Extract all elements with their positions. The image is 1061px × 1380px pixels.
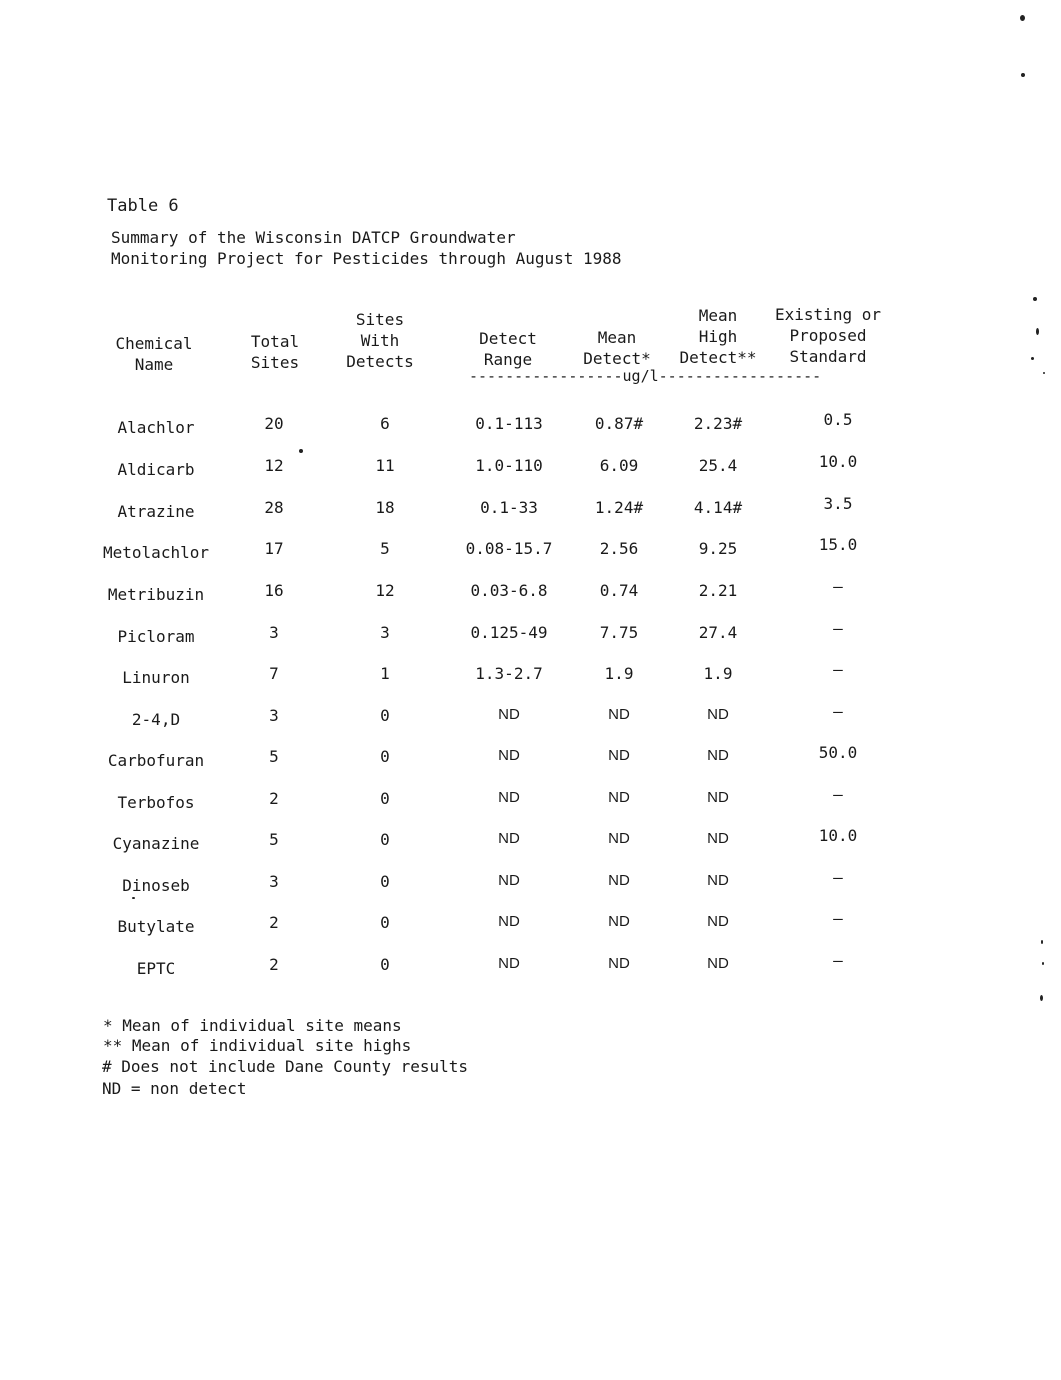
cell-mean-high-detect: 4.14# — [693, 498, 743, 517]
cell-total-sites: 3 — [269, 706, 279, 725]
header-total-line-2: Sites — [250, 353, 300, 372]
cell-standard: — — [833, 951, 843, 970]
cell-detect-range: 0.08-15.7 — [465, 539, 553, 558]
cell-standard: 3.5 — [823, 494, 853, 513]
cell-mean-detect: 2.56 — [599, 539, 639, 558]
cell-sites-with-detects: 3 — [380, 623, 390, 642]
cell-standard: 0.5 — [823, 410, 853, 429]
header-high-line-2: High — [698, 327, 738, 346]
table-label: Table 6 — [107, 196, 179, 216]
cell-standard: 10.0 — [818, 826, 858, 845]
cell-mean-high-detect: ND — [707, 789, 729, 806]
cell-detect-range: ND — [498, 913, 520, 930]
cell-mean-high-detect: ND — [707, 913, 729, 930]
cell-chemical-name: Terbofos — [117, 793, 195, 812]
header-high-line-3: Detect** — [679, 348, 757, 367]
cell-mean-high-detect: 9.25 — [698, 539, 738, 558]
scan-speck — [1041, 940, 1043, 944]
header-mean-line-1: Mean — [597, 328, 637, 347]
cell-standard: — — [833, 577, 843, 596]
cell-total-sites: 3 — [269, 623, 279, 642]
cell-mean-detect: ND — [608, 955, 630, 972]
header-range-line-2: Range — [483, 350, 533, 369]
footnote-mean: * Mean of individual site means — [103, 1016, 402, 1035]
cell-sites-with-detects: 5 — [380, 539, 390, 558]
cell-mean-detect: 0.87# — [594, 414, 644, 433]
cell-sites-with-detects: 0 — [380, 872, 390, 891]
cell-detect-range: ND — [498, 789, 520, 806]
header-standard-line-1: Existing or — [775, 305, 881, 324]
cell-chemical-name: Picloram — [117, 627, 195, 646]
cell-standard: 15.0 — [818, 535, 858, 554]
cell-mean-high-detect: 1.9 — [703, 664, 733, 683]
scan-speck — [1021, 73, 1025, 77]
cell-detect-range: ND — [498, 872, 520, 889]
header-chemical-name — [115, 333, 192, 375]
cell-sites-with-detects: 0 — [380, 747, 390, 766]
header-mean-line-2: Detect* — [583, 349, 651, 368]
cell-mean-detect: ND — [608, 706, 630, 723]
cell-mean-detect: 6.09 — [599, 456, 639, 475]
cell-mean-detect: 1.9 — [604, 664, 634, 683]
header-total-line-1: Total — [250, 332, 300, 351]
cell-detect-range: 1.0-110 — [475, 456, 543, 475]
cell-detect-range: ND — [498, 706, 520, 723]
header-detect-range — [479, 328, 537, 370]
cell-mean-high-detect: ND — [707, 830, 729, 847]
cell-chemical-name: Atrazine — [117, 502, 195, 521]
header-with-line-3: Detects — [346, 352, 414, 371]
cell-mean-detect: ND — [608, 830, 630, 847]
cell-standard: 10.0 — [818, 452, 858, 471]
header-range-line-1: Detect — [479, 329, 537, 348]
cell-detect-range: ND — [498, 830, 520, 847]
cell-detect-range: 0.1-113 — [475, 414, 543, 433]
cell-sites-with-detects: 0 — [380, 913, 390, 932]
scan-speck — [1020, 15, 1025, 21]
cell-chemical-name: Aldicarb — [117, 460, 195, 479]
cell-mean-detect: ND — [608, 872, 630, 889]
cell-sites-with-detects: 0 — [380, 830, 390, 849]
table-title-line-2: Monitoring Project for Pesticides through August 1988 — [111, 249, 622, 268]
cell-standard: — — [833, 702, 843, 721]
scan-speck — [1031, 357, 1034, 360]
cell-total-sites: 7 — [269, 664, 279, 683]
cell-detect-range: ND — [498, 955, 520, 972]
cell-mean-detect: ND — [608, 747, 630, 764]
cell-detect-range: 0.1-33 — [480, 498, 538, 517]
cell-standard: — — [833, 785, 843, 804]
cell-total-sites: 20 — [264, 414, 284, 433]
cell-detect-range: 0.03-6.8 — [470, 581, 548, 600]
cell-mean-high-detect: 2.21 — [698, 581, 738, 600]
footnote-nd: ND = non detect — [102, 1079, 247, 1098]
header-mean-high-detect — [679, 305, 756, 368]
cell-total-sites: 5 — [269, 747, 279, 766]
cell-mean-high-detect: ND — [707, 872, 729, 889]
header-sites-with-detects — [346, 309, 413, 372]
cell-mean-detect: 0.74 — [599, 581, 639, 600]
scan-speck — [1033, 297, 1037, 301]
cell-mean-detect: ND — [608, 789, 630, 806]
cell-detect-range: 1.3-2.7 — [475, 664, 543, 683]
cell-mean-detect: 7.75 — [599, 623, 639, 642]
cell-mean-high-detect: 25.4 — [698, 456, 738, 475]
cell-chemical-name: Linuron — [122, 668, 190, 687]
cell-chemical-name: EPTC — [136, 959, 176, 978]
cell-total-sites: 12 — [264, 456, 284, 475]
cell-standard: 50.0 — [818, 743, 858, 762]
footnote-high: ** Mean of individual site highs — [103, 1036, 412, 1055]
cell-mean-high-detect: 27.4 — [698, 623, 738, 642]
header-with-line-1: Sites — [355, 310, 405, 329]
cell-chemical-name: Carbofuran — [107, 751, 205, 770]
header-standard-line-2: Proposed — [789, 326, 867, 345]
header-chemical-line-1: Chemical — [115, 334, 193, 353]
cell-total-sites: 2 — [269, 955, 279, 974]
cell-sites-with-detects: 6 — [380, 414, 390, 433]
scan-speck — [1036, 328, 1039, 335]
cell-chemical-name: Alachlor — [117, 418, 195, 437]
cell-mean-high-detect: ND — [707, 955, 729, 972]
table-title-line-1: Summary of the Wisconsin DATCP Groundwater — [111, 228, 516, 247]
header-with-line-2: With — [360, 331, 400, 350]
units-line: -----------------ug/l------------------ — [469, 367, 822, 385]
cell-standard: — — [833, 660, 843, 679]
cell-standard: — — [833, 868, 843, 887]
cell-total-sites: 2 — [269, 789, 279, 808]
cell-mean-high-detect: 2.23# — [693, 414, 743, 433]
scan-speck — [1043, 372, 1045, 374]
cell-mean-high-detect: ND — [707, 706, 729, 723]
cell-mean-detect: ND — [608, 913, 630, 930]
cell-mean-high-detect: ND — [707, 747, 729, 764]
header-standard-line-3: Standard — [789, 347, 867, 366]
header-existing-standard — [775, 304, 881, 367]
scan-speck — [1042, 962, 1044, 965]
cell-total-sites: 2 — [269, 913, 279, 932]
scan-speck — [1040, 995, 1043, 1001]
cell-chemical-name: Metribuzin — [107, 585, 205, 604]
header-mean-detect — [583, 327, 650, 369]
cell-chemical-name: Metolachlor — [103, 543, 209, 562]
cell-total-sites: 16 — [264, 581, 284, 600]
scan-speck — [132, 897, 135, 899]
cell-total-sites: 28 — [264, 498, 284, 517]
header-high-line-1: Mean — [698, 306, 738, 325]
cell-chemical-name: Butylate — [117, 917, 195, 936]
cell-standard: — — [833, 909, 843, 928]
cell-sites-with-detects: 18 — [375, 498, 395, 517]
cell-chemical-name: Cyanazine — [112, 834, 200, 853]
scan-speck — [299, 449, 303, 453]
cell-chemical-name: Dinoseb — [122, 876, 190, 895]
header-total-sites — [251, 331, 299, 373]
cell-sites-with-detects: 0 — [380, 955, 390, 974]
cell-chemical-name: 2-4,D — [131, 710, 181, 729]
cell-detect-range: 0.125-49 — [470, 623, 548, 642]
cell-sites-with-detects: 11 — [375, 456, 395, 475]
cell-sites-with-detects: 0 — [380, 706, 390, 725]
cell-total-sites: 17 — [264, 539, 284, 558]
header-chemical-line-2: Name — [134, 355, 174, 374]
cell-detect-range: ND — [498, 747, 520, 764]
cell-sites-with-detects: 1 — [380, 664, 390, 683]
cell-sites-with-detects: 0 — [380, 789, 390, 808]
footnote-dane: # Does not include Dane County results — [102, 1057, 469, 1076]
cell-sites-with-detects: 12 — [375, 581, 395, 600]
cell-total-sites: 3 — [269, 872, 279, 891]
cell-total-sites: 5 — [269, 830, 279, 849]
cell-mean-detect: 1.24# — [594, 498, 644, 517]
cell-standard: — — [833, 619, 843, 638]
